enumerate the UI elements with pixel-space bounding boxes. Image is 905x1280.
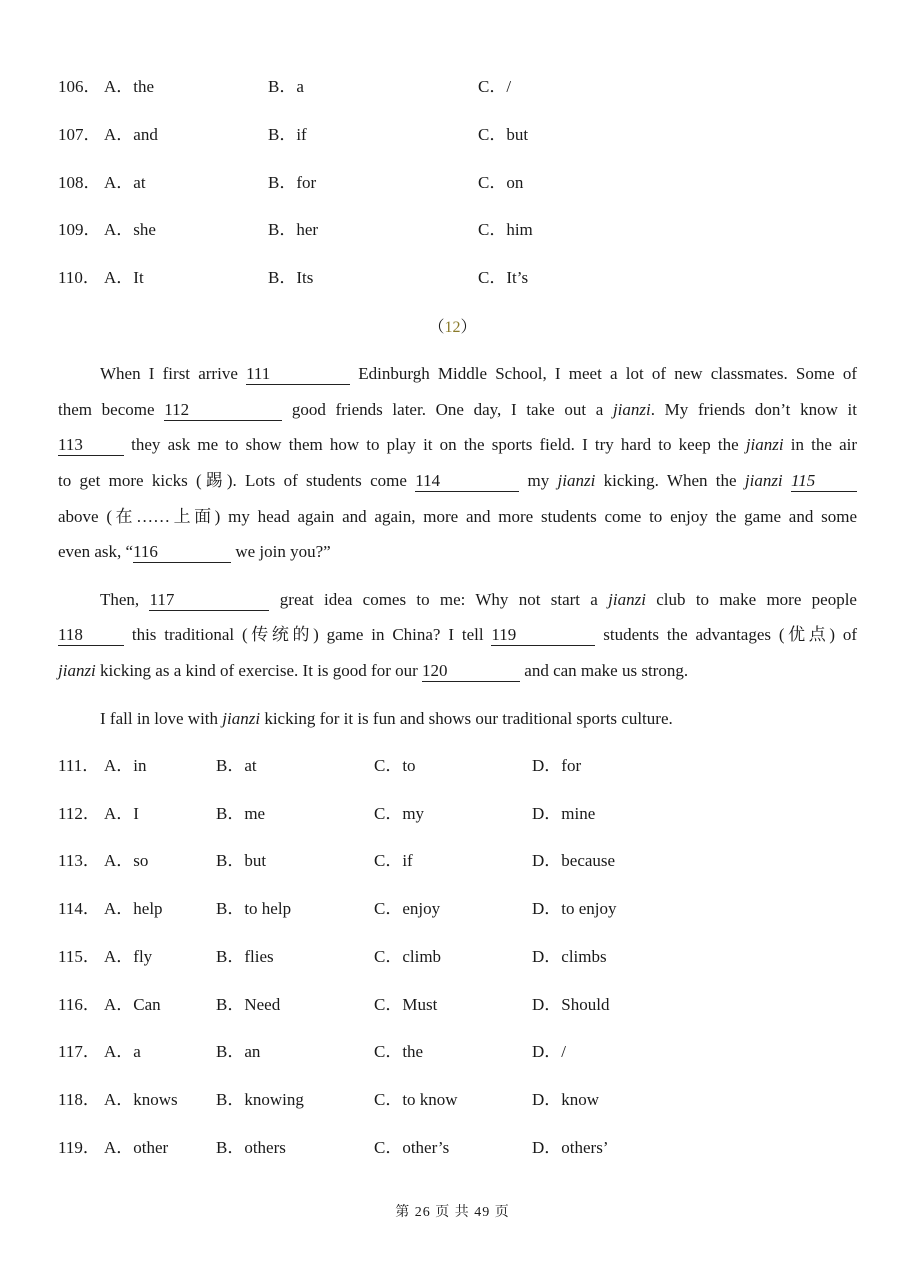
passage-text: Then, <box>100 590 150 609</box>
passage-text <box>783 471 791 490</box>
option-num: 109． <box>58 220 101 240</box>
option-a: A．in <box>104 756 147 775</box>
option-c: C．/ <box>478 77 512 96</box>
option-num: 110． <box>58 268 100 288</box>
option-b: B．flies <box>216 946 274 966</box>
answer-blank: 114 <box>415 471 519 492</box>
option-b: B．her <box>268 220 319 240</box>
answer-blank: 112 <box>164 400 282 421</box>
passage-text: this traditional (传统的) game in China? I tell <box>124 625 492 644</box>
option-c: C．if <box>374 851 413 871</box>
passage-line <box>58 397 857 423</box>
passage-line <box>100 587 857 613</box>
option-a: A．the <box>104 77 155 96</box>
answer-blank: 119 <box>491 625 595 646</box>
option-d: D．because <box>532 851 616 871</box>
option-a: A．I <box>104 803 139 823</box>
option-d: D．to enjoy <box>532 899 617 919</box>
passage-text: we join you?” <box>231 542 331 561</box>
italic-word: jianzi <box>744 471 783 490</box>
italic-word: jianzi <box>608 590 646 609</box>
option-b: B．if <box>268 124 307 144</box>
option-c: C．Must <box>374 994 438 1014</box>
option-b: B．Its <box>268 268 314 288</box>
option-b: B．a <box>268 77 304 96</box>
option-b: B．Need <box>216 994 281 1014</box>
passage-text: to get more kicks (踢). Lots of students come <box>58 471 416 490</box>
passage-line <box>58 504 857 530</box>
passage-line <box>58 539 857 565</box>
option-c: C．other’s <box>374 1137 450 1157</box>
passage-text: club to make more people <box>645 590 857 609</box>
option-a: A．Can <box>104 994 161 1014</box>
answer-blank: 117 <box>149 590 269 611</box>
option-b: B．to help <box>216 899 292 919</box>
passage-text: great idea comes to me: Why not start a <box>269 590 609 609</box>
passage-text: kicking for it is fun and shows our traditional sports culture. <box>260 709 673 728</box>
option-d: D．others’ <box>532 1137 609 1157</box>
option-a: A．other <box>104 1137 169 1157</box>
option-num: 106． <box>58 77 101 96</box>
option-c: C．on <box>478 172 524 192</box>
passage-text: kicking as a kind of exercise. It is good for our <box>95 661 423 680</box>
option-num: 115． <box>58 946 100 966</box>
title-open: （ <box>428 319 445 336</box>
option-b: B．but <box>216 851 267 871</box>
option-a: A．a <box>104 1042 141 1062</box>
option-num: 114． <box>58 899 100 919</box>
option-a: A．help <box>104 899 163 919</box>
page-footer: 第 26 页 共 49 页 <box>395 1205 510 1220</box>
option-d: D．for <box>532 756 582 775</box>
option-c: C．It’s <box>478 268 529 288</box>
answer-blank: 111 <box>246 364 350 385</box>
option-a: A．and <box>104 124 158 144</box>
passage-text: good friends later. One day, I take out a <box>282 400 613 419</box>
section-number: 12 <box>444 319 461 336</box>
option-b: B．me <box>216 803 266 823</box>
option-a: A．she <box>104 220 156 240</box>
option-d: D．mine <box>532 803 596 823</box>
option-b: B．at <box>216 756 257 775</box>
answer-blank: 115 <box>791 471 857 492</box>
passage-text: . My friends don’t know it <box>650 400 857 419</box>
section-title <box>0 314 905 337</box>
option-d: D．climbs <box>532 946 607 966</box>
option-a: A．fly <box>104 946 153 966</box>
passage-text: students the advantages (优点) of <box>595 625 857 644</box>
passage-text: in the air <box>783 435 857 454</box>
option-c: C．the <box>374 1042 424 1062</box>
passage-text: kicking. When the <box>595 471 745 490</box>
option-b: B．an <box>216 1042 261 1062</box>
option-d: D．know <box>532 1089 600 1109</box>
italic-word: jianzi <box>222 709 261 728</box>
option-c: C．him <box>478 220 533 240</box>
option-c: C．enjoy <box>374 899 441 919</box>
passage-text: them become <box>58 400 165 419</box>
passage-line <box>58 658 857 684</box>
option-c: C．climb <box>374 946 442 966</box>
passage-text: Edinburgh Middle School, I meet a lot of new classmates. Some of <box>350 364 857 383</box>
option-num: 113． <box>58 851 100 871</box>
answer-blank: 118 <box>58 625 124 646</box>
passage-line <box>100 361 857 387</box>
title-close: ） <box>460 319 477 336</box>
option-b: B．for <box>268 172 317 192</box>
italic-word: jianzi <box>612 400 651 419</box>
passage-line <box>58 622 857 648</box>
passage-text: even ask, “ <box>58 542 134 561</box>
italic-word: jianzi <box>58 661 96 680</box>
passage-line <box>58 468 857 494</box>
passage-text: When I first arrive <box>100 364 247 383</box>
option-c: C．to <box>374 756 416 775</box>
option-c: C．to know <box>374 1089 458 1109</box>
passage-text: above (在……上面) my head again and again, more and more students come to enjoy the game and some <box>58 507 857 526</box>
option-b: B．others <box>216 1137 286 1157</box>
option-c: C．but <box>478 124 529 144</box>
answer-blank: 116 <box>133 542 231 563</box>
option-b: B．knowing <box>216 1089 304 1109</box>
option-num: 117． <box>58 1042 100 1062</box>
passage-line <box>100 706 857 732</box>
option-num: 111． <box>58 756 100 775</box>
passage-text: and can make us strong. <box>520 661 689 680</box>
option-num: 112． <box>58 803 100 823</box>
option-a: A．at <box>104 172 146 192</box>
option-a: A．It <box>104 268 144 288</box>
passage-text: my <box>519 471 558 490</box>
option-num: 119． <box>58 1137 100 1157</box>
option-num: 107． <box>58 124 101 144</box>
italic-word: jianzi <box>557 471 596 490</box>
passage-text: they ask me to show them how to play it on the sports field. I try hard to keep the <box>124 435 746 454</box>
italic-word: jianzi <box>745 435 784 454</box>
passage-line <box>58 432 857 458</box>
option-num: 118． <box>58 1089 100 1109</box>
option-d: D．Should <box>532 994 610 1014</box>
option-a: A．so <box>104 851 149 871</box>
option-num: 116． <box>58 994 100 1014</box>
option-a: A．knows <box>104 1089 178 1109</box>
answer-blank: 113 <box>58 435 124 456</box>
option-c: C．my <box>374 803 425 823</box>
answer-blank: 120 <box>422 661 520 682</box>
option-num: 108． <box>58 172 101 192</box>
option-d: D．/ <box>532 1042 566 1062</box>
passage-text: I fall in love with <box>100 709 223 728</box>
